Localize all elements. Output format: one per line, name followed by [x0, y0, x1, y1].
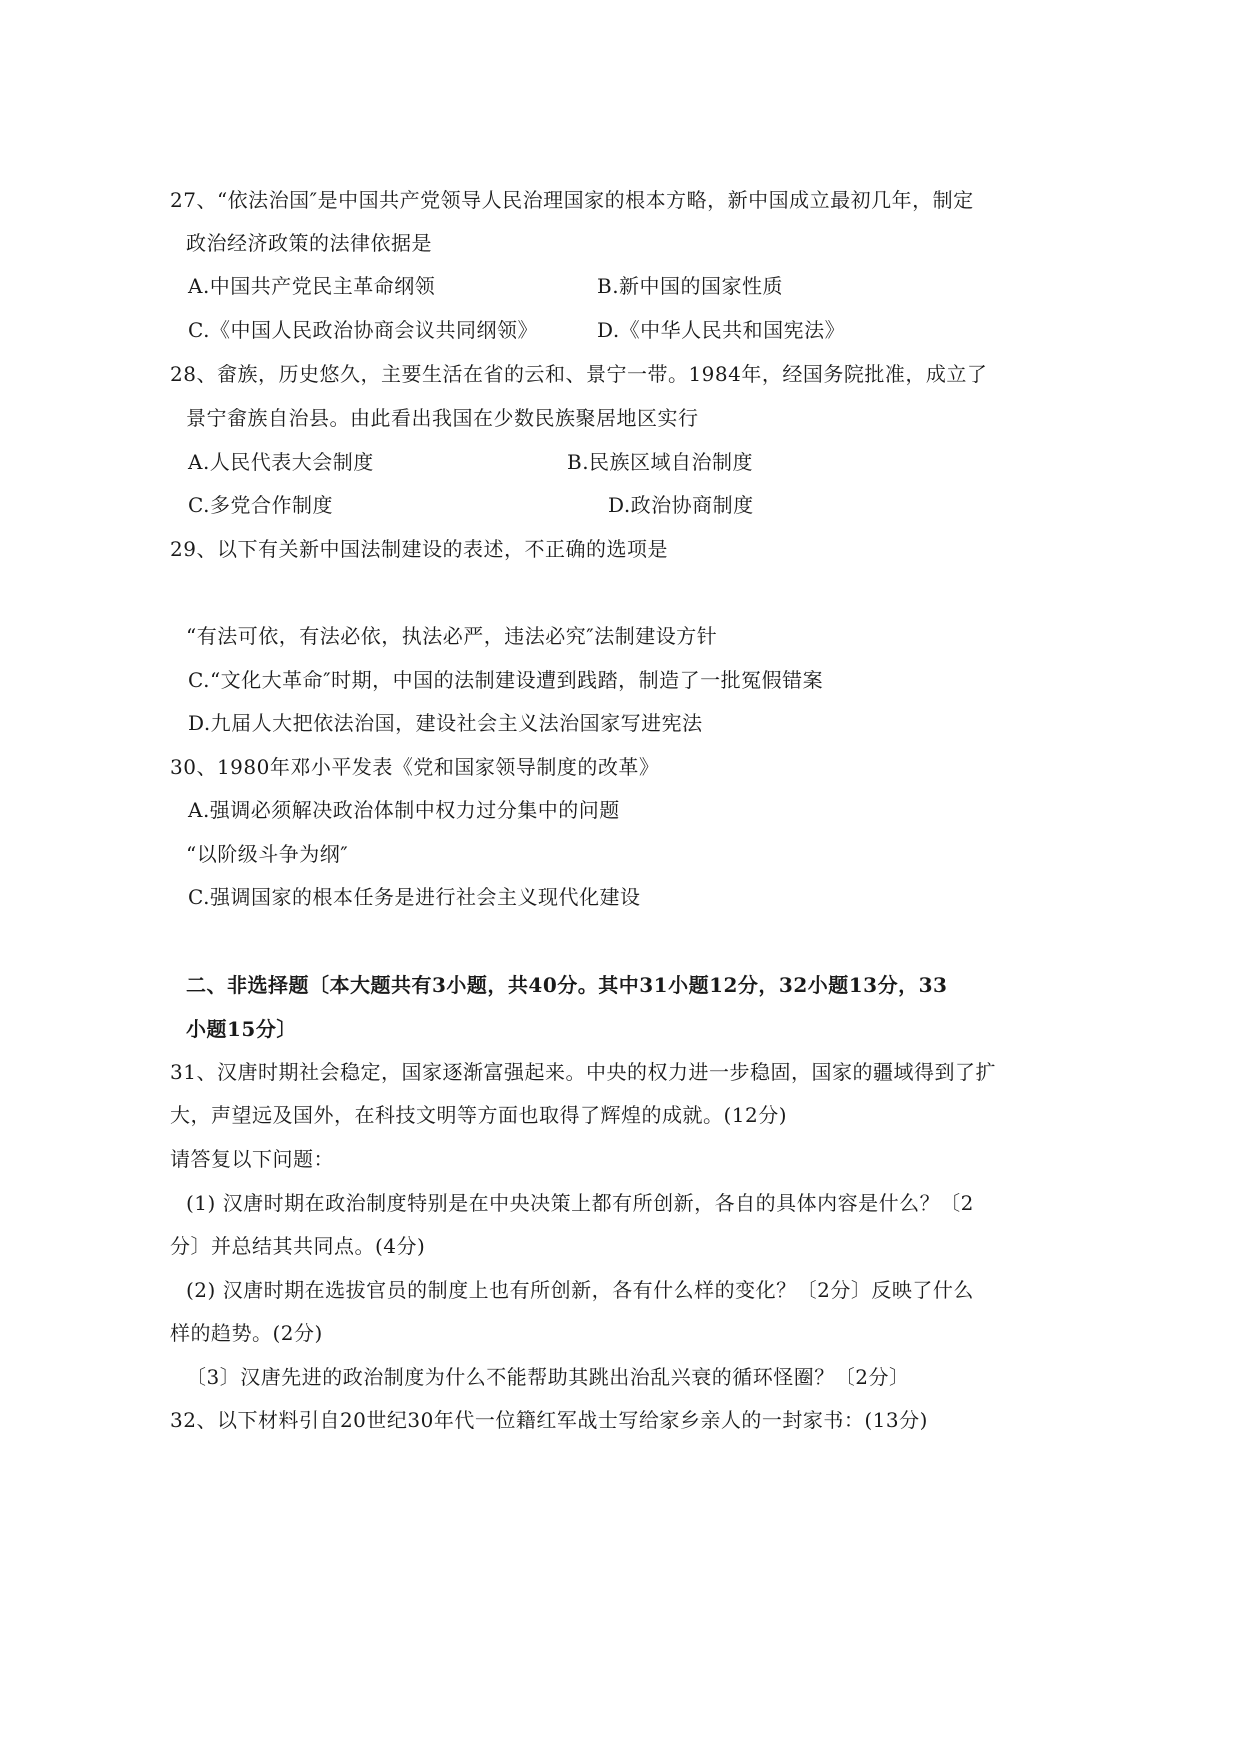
q31-sub3: 〔3〕汉唐先进的政治制度为什么不能帮助其跳出治乱兴衰的循环怪圈？〔2分〕	[186, 1365, 910, 1389]
q31-sub2-line2: 样的趋势。(2分)	[170, 1321, 323, 1345]
q31-stem-line2: 大，声望远及国外，在科技文明等方面也取得了辉煌的成就。(12分)	[170, 1103, 788, 1127]
q28-option-b: B.民族区域自治制度	[567, 450, 754, 474]
q30-option-a: A.强调必须解决政治体制中权力过分集中的问题	[188, 798, 620, 822]
q29-option-d: D.九届人大把依法治国，建设社会主义法治国家写进宪法	[188, 711, 703, 735]
q28-option-a: A.人民代表大会制度	[188, 450, 374, 474]
q27-option-b: B.新中国的国家性质	[597, 274, 784, 298]
q27-stem-line2: 政治经济政策的法律依据是	[186, 231, 432, 255]
q31-instruction: 请答复以下问题：	[170, 1147, 334, 1171]
q32-stem: 32、以下材料引自20世纪30年代一位籍红军战士写给家乡亲人的一封家书：(13分)	[170, 1408, 928, 1432]
q27-option-d: D.《中华人民共和国宪法》	[597, 318, 846, 342]
q27-option-a: A.中国共产党民主革命纲领	[188, 274, 436, 298]
q29-stem: 29、以下有关新中国法制建设的表述，不正确的选项是	[170, 537, 668, 561]
q30-option-c: C.强调国家的根本任务是进行社会主义现代化建设	[188, 885, 641, 909]
q30-stem: 30、1980年邓小平发表《党和国家领导制度的改革》	[170, 755, 660, 779]
q31-stem-line1: 31、汉唐时期社会稳定，国家逐渐富强起来。中央的权力进一步稳固，国家的疆域得到了扩	[170, 1060, 996, 1084]
section2-heading-line2: 小题15分〕	[186, 1017, 297, 1041]
q28-option-d: D.政治协商制度	[608, 493, 754, 517]
q27-stem-line1: 27、“依法治国″是中国共产党领导人民治理国家的根本方略，新中国成立最初几年，制定	[170, 188, 974, 212]
q31-sub1-line2: 分〕并总结其共同点。(4分)	[170, 1234, 426, 1258]
q31-sub2-line1: (2) 汉唐时期在选拔官员的制度上也有所创新，各有什么样的变化？〔2分〕反映了什么	[186, 1278, 974, 1302]
q28-option-c: C.多党合作制度	[188, 493, 333, 517]
q31-sub1-line1: (1) 汉唐时期在政治制度特别是在中央决策上都有所创新，各自的具体内容是什么？〔2	[186, 1191, 974, 1215]
q29-option-c: C.“文化大革命″时期，中国的法制建设遭到践踏，制造了一批冤假错案	[188, 668, 824, 692]
q28-stem-line1: 28、畲族，历史悠久，主要生活在省的云和、景宁一带。1984年，经国务院批准，成立了	[170, 362, 988, 386]
q29-option-b-partial: “有法可依，有法必依，执法必严，违法必究″法制建设方针	[186, 624, 718, 648]
section2-heading-line1: 二、非选择题〔本大题共有3小题，共40分。其中31小题12分，32小题13分，33	[186, 973, 948, 997]
q28-stem-line2: 景宁畲族自治县。由此看出我国在少数民族聚居地区实行	[186, 406, 699, 430]
q30-option-b-partial: “以阶级斗争为纲″	[186, 842, 349, 866]
q27-option-c: C.《中国人民政治协商会议共同纲领》	[188, 318, 538, 342]
